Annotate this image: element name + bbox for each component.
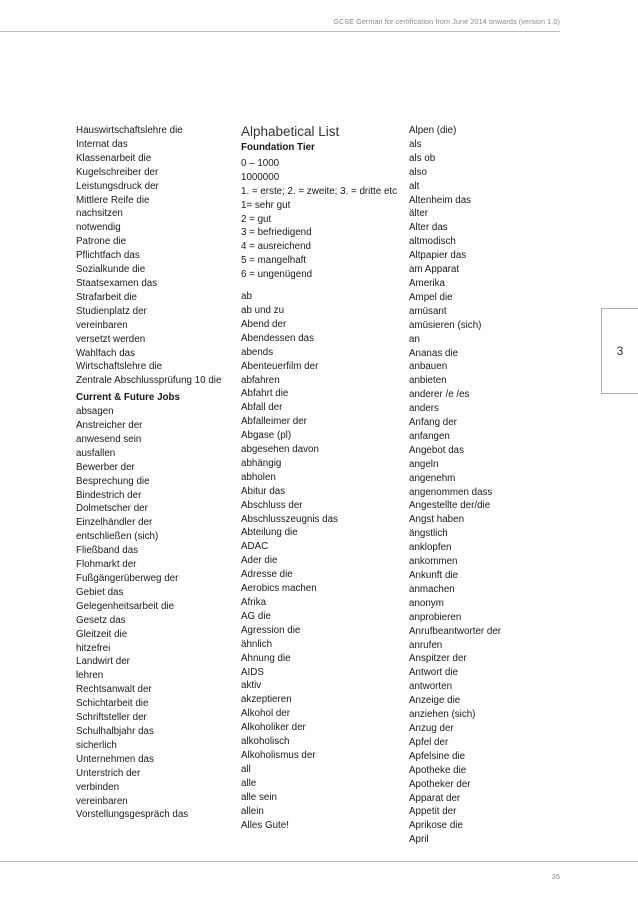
vocab-entry: Internat das xyxy=(76,138,128,150)
vocab-list xyxy=(76,124,241,388)
vocab-entry: also xyxy=(409,166,427,178)
vocab-entry: anklopfen xyxy=(409,542,452,554)
vocab-entry: alle xyxy=(241,777,257,789)
vocab-entry: Patrone die xyxy=(76,236,127,248)
vocab-entry: Hauswirtschaftslehre die xyxy=(76,125,183,136)
vocab-entry: Abgase (pl) xyxy=(241,430,292,442)
vocab-entry: Apotheke die xyxy=(409,764,467,776)
vocab-entry: Pflichtfach das xyxy=(76,250,140,262)
vocab-entry: Einzelhändler der xyxy=(76,517,153,529)
vocab-entry: Adresse die xyxy=(241,569,293,581)
vocab-entry: ankommen xyxy=(409,556,458,568)
vocab-entry: Abfall der xyxy=(241,402,283,414)
page-number: 35 xyxy=(551,872,560,881)
vocab-entry: anderer /e /es xyxy=(409,389,470,401)
vocab-entry: vereinbaren xyxy=(76,319,128,331)
vocab-entry: älter xyxy=(409,208,429,220)
vocab-entry: Anspitzer der xyxy=(409,653,467,665)
vocab-entry: Gelegenheitsarbeit die xyxy=(76,600,175,612)
vocab-entry: Ahnung die xyxy=(241,652,291,664)
vocab-entry: verbinden xyxy=(76,781,120,793)
vocab-entry: anziehen (sich) xyxy=(409,709,476,721)
vocab-entry: als xyxy=(409,138,422,150)
vocab-entry: Appetit der xyxy=(409,806,457,818)
vocab-entry: Apotheker der xyxy=(409,778,471,790)
tier-title: Foundation Tier xyxy=(241,142,315,153)
vocab-entry: Unterstrich der xyxy=(76,767,141,779)
vocab-entry: Flohmarkt der xyxy=(76,559,137,571)
vocab-entry: notwendig xyxy=(76,222,121,234)
vocab-column-1 xyxy=(76,124,241,822)
vocab-entry: Wahlfach das xyxy=(76,347,135,359)
vocab-entry: Vorstellungsgespräch das xyxy=(76,809,189,821)
vocab-entry: versetzt werden xyxy=(76,333,146,345)
vocab-entry: Unternehmen das xyxy=(76,753,154,765)
vocab-entry: nachsitzen xyxy=(76,208,123,220)
vocab-entry: Klassenarbeit die xyxy=(76,152,152,164)
vocab-entry: 6 = ungenügend xyxy=(241,269,313,281)
vocab-entry: ab xyxy=(241,291,252,303)
vocab-entry: Rechtsanwalt der xyxy=(76,684,152,696)
vocab-entry: Anrufbeantworter der xyxy=(409,625,502,637)
vocab-entry: Kugelschreiber der xyxy=(76,166,159,178)
vocab-entry: sicherlich xyxy=(76,739,117,751)
vocab-list xyxy=(409,124,579,847)
vocab-entry: angeln xyxy=(409,458,439,470)
vocab-entry: Mittlere Reife die xyxy=(76,194,150,206)
vocab-entry: Alpen (die) xyxy=(409,125,457,136)
vocab-entry: altmodisch xyxy=(409,236,456,248)
vocab-entry: Antwort die xyxy=(409,667,459,679)
vocab-entry: abgesehen davon xyxy=(241,444,319,456)
vocab-entry: Ankunft die xyxy=(409,570,459,581)
vocab-entry: antworten xyxy=(409,681,453,693)
vocab-entry: Sozialkunde die xyxy=(76,264,146,276)
vocab-entry: abholen xyxy=(241,471,276,483)
vocab-entry: alt xyxy=(409,180,420,192)
vocab-entry: April xyxy=(409,834,429,846)
vocab-entry: Aerobics machen xyxy=(241,583,317,595)
vocab-entry: Apfel der xyxy=(409,736,449,748)
vocab-entry: akzeptieren xyxy=(241,694,292,706)
vocab-entry: Altpapier das xyxy=(409,250,467,262)
vocab-entry: 5 = mangelhaft xyxy=(241,255,307,267)
vocab-entry: Anzeige die xyxy=(409,695,461,707)
section-heading: Current & Future Jobs xyxy=(76,392,180,404)
spacer xyxy=(241,282,406,290)
vocab-entry: alkoholisch xyxy=(241,736,290,748)
vocab-entry: abends xyxy=(241,346,274,358)
vocab-entry: all xyxy=(241,763,251,775)
vocab-entry: 2 = gut xyxy=(241,213,272,225)
vocab-entry: anwesend sein xyxy=(76,433,142,445)
vocab-entry: Alkohol der xyxy=(241,708,291,720)
vocab-entry: Wirtschaftslehre die xyxy=(76,361,163,373)
vocab-entry: amüsant xyxy=(409,305,447,317)
vocab-entry: anders xyxy=(409,403,439,415)
vocab-entry: anrufen xyxy=(409,639,443,651)
vocab-entry: alle sein xyxy=(241,791,277,803)
vocab-entry: Gebiet das xyxy=(76,586,124,598)
vocab-entry: Abendessen das xyxy=(241,332,314,344)
vocab-entry: Ader die xyxy=(241,555,278,567)
vocab-entry: am Apparat xyxy=(409,264,460,276)
vocab-entry: vereinbaren xyxy=(76,795,128,807)
list-title: Alphabetical List xyxy=(241,124,340,139)
vocab-entry: anbieten xyxy=(409,375,447,387)
vocab-entry: Staatsexamen das xyxy=(76,277,158,289)
vocab-entry: abfahren xyxy=(241,374,280,386)
vocab-entry: Altenheim das xyxy=(409,194,472,206)
vocab-list xyxy=(241,290,406,832)
vocab-entry: abhängig xyxy=(241,457,282,469)
chapter-tab xyxy=(601,308,638,394)
vocab-entry: Anfang der xyxy=(409,417,457,429)
number-list xyxy=(241,157,406,282)
vocab-entry: Fließband das xyxy=(76,545,139,557)
vocab-entry: 3 = befriedigend xyxy=(241,227,312,239)
vocab-entry: ängstlich xyxy=(409,528,448,540)
vocab-entry: 1. = erste; 2. = zweite; 3. = dritte etc xyxy=(241,185,398,197)
vocab-entry: Besprechung die xyxy=(76,475,150,487)
vocab-entry: Anstreicher der xyxy=(76,420,143,432)
vocab-entry: an xyxy=(409,333,420,345)
vocab-entry: Agression die xyxy=(241,624,301,636)
vocab-list xyxy=(76,405,241,822)
vocab-entry: 0 – 1000 xyxy=(241,157,280,169)
vocab-entry: absagen xyxy=(76,406,114,418)
vocab-entry: angenommen dass xyxy=(409,486,493,498)
running-header: GCSE German for certification from June 2014 onwards (version 1.0) xyxy=(333,17,560,26)
vocab-entry: Abend der xyxy=(241,318,287,330)
vocab-entry: AG die xyxy=(241,610,271,622)
vocab-entry: Bewerber der xyxy=(76,461,135,473)
vocab-entry: Abenteuerfilm der xyxy=(241,360,319,372)
vocab-entry: Schichtarbeit die xyxy=(76,698,149,710)
vocab-entry: allein xyxy=(241,805,264,817)
vocab-entry: Apfelsine die xyxy=(409,750,466,762)
vocab-entry: Landwirt der xyxy=(76,656,130,668)
vocab-entry: Abfalleimer der xyxy=(241,416,307,428)
chapter-number: 3 xyxy=(616,344,624,358)
vocab-entry: anmachen xyxy=(409,583,455,595)
vocab-entry: aktiv xyxy=(241,680,262,692)
vocab-entry: 4 = ausreichend xyxy=(241,241,311,253)
vocab-entry: Schriftsteller der xyxy=(76,712,147,724)
vocab-entry: lehren xyxy=(76,670,104,682)
vocab-entry: Ananas die xyxy=(409,347,459,359)
vocab-entry: Fußgängerüberweg der xyxy=(76,573,179,584)
vocab-entry: Alles Gute! xyxy=(241,819,289,831)
vocab-entry: Abschlusszeugnis das xyxy=(241,513,338,525)
vocab-entry: Alkoholismus der xyxy=(241,749,316,761)
vocab-entry: hitzefrei xyxy=(76,642,111,654)
vocab-entry: als ob xyxy=(409,152,436,164)
header-rule xyxy=(0,31,560,32)
vocab-entry: anbauen xyxy=(409,361,448,373)
vocab-entry: Angestellte der/die xyxy=(409,500,491,512)
vocab-entry: ausfallen xyxy=(76,447,116,459)
vocab-entry: ab und zu xyxy=(241,304,285,316)
vocab-entry: Abteilung die xyxy=(241,527,298,539)
vocab-entry: Zentrale Abschlussprüfung 10 die xyxy=(76,375,222,387)
vocab-column-2 xyxy=(241,124,406,832)
vocab-entry: entschließen (sich) xyxy=(76,531,159,543)
vocab-entry: 1= sehr gut xyxy=(241,199,291,211)
vocab-entry: Leistungsdruck der xyxy=(76,180,159,192)
footer-rule xyxy=(0,861,638,862)
vocab-column-3 xyxy=(409,124,579,847)
vocab-entry: angenehm xyxy=(409,472,456,484)
vocab-entry: anprobieren xyxy=(409,611,462,623)
vocab-entry: Amerika xyxy=(409,277,445,289)
vocab-entry: Schulhalbjahr das xyxy=(76,725,154,737)
vocab-entry: Aprikose die xyxy=(409,820,463,832)
vocab-entry: ähnlich xyxy=(241,638,273,650)
vocab-entry: Ampel die xyxy=(409,291,453,303)
vocab-entry: anfangen xyxy=(409,430,450,442)
vocab-entry: ADAC xyxy=(241,541,269,553)
vocab-entry: Strafarbeit die xyxy=(76,291,137,303)
vocab-entry: Afrika xyxy=(241,597,267,608)
vocab-entry: AIDS xyxy=(241,666,264,678)
vocab-entry: Abitur das xyxy=(241,485,286,497)
vocab-entry: Gleitzeit die xyxy=(76,628,128,640)
vocab-entry: Dolmetscher der xyxy=(76,503,148,515)
vocab-entry: Alkoholiker der xyxy=(241,722,306,734)
vocab-entry: Studienplatz der xyxy=(76,305,147,317)
vocab-entry: Apparat der xyxy=(409,792,461,804)
vocab-entry: amüsieren (sich) xyxy=(409,319,482,331)
vocab-entry: anonym xyxy=(409,597,444,609)
vocab-entry: Bindestrich der xyxy=(76,489,142,501)
vocab-entry: Alter das xyxy=(409,222,448,234)
vocab-entry: Abschluss der xyxy=(241,499,303,511)
vocab-entry: Gesetz das xyxy=(76,614,126,626)
vocab-entry: Angst haben xyxy=(409,514,465,526)
vocab-entry: Abfahrt die xyxy=(241,388,289,400)
vocab-entry: Anzug der xyxy=(409,722,454,734)
vocab-entry: Angebot das xyxy=(409,444,465,456)
vocab-entry: 1000000 xyxy=(241,171,280,183)
